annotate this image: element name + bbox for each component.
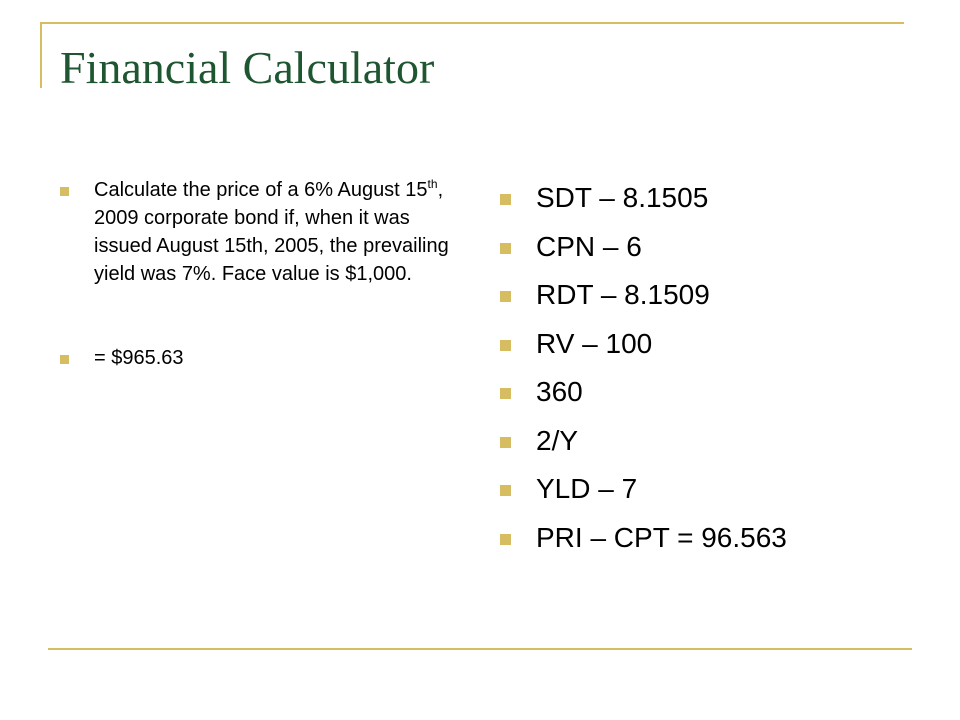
square-bullet-icon <box>500 437 511 448</box>
ordinal-suffix: th <box>427 177 438 191</box>
keystroke-item <box>500 223 920 272</box>
keystroke-text: PRI – CPT = 96.563 <box>536 521 787 553</box>
keystroke-item <box>500 514 920 563</box>
keystroke-list <box>500 174 920 562</box>
keystroke-text: RV – 100 <box>536 327 653 359</box>
keystroke-text: 360 <box>536 376 583 407</box>
square-bullet-icon <box>500 243 511 254</box>
problem-text-end: , 2009 corporate bond if, when it was issued August 15th, 2005, the prevailing yield was 7%. Face value is $1,000. <box>94 179 449 285</box>
square-bullet-icon <box>60 187 69 196</box>
bottom-rule <box>48 648 912 650</box>
keystroke-item <box>500 417 920 466</box>
problem-answer <box>60 344 470 372</box>
problem-statement <box>60 176 470 288</box>
keystroke-item <box>500 465 920 514</box>
keystroke-text: CPN – 6 <box>536 230 642 262</box>
slide-title: Financial Calculator <box>60 42 435 93</box>
top-rule <box>40 22 904 24</box>
keystroke-item <box>500 320 920 369</box>
square-bullet-icon <box>500 485 511 496</box>
keystroke-item <box>500 368 920 417</box>
left-rule <box>40 22 42 88</box>
square-bullet-icon <box>500 194 511 205</box>
keystroke-item <box>500 174 920 223</box>
square-bullet-icon <box>500 340 511 351</box>
square-bullet-icon <box>500 534 511 545</box>
keystroke-text: 2/Y <box>536 424 579 456</box>
square-bullet-icon <box>500 291 511 302</box>
keystroke-text: RDT – 8.1509 <box>536 279 710 310</box>
keystroke-text: SDT – 8.1505 <box>536 182 709 213</box>
square-bullet-icon <box>60 355 69 364</box>
keystroke-item <box>500 271 920 320</box>
problem-list <box>60 176 470 372</box>
square-bullet-icon <box>500 388 511 399</box>
keystroke-text: YLD – 7 <box>536 473 638 504</box>
answer-text: = $965.63 <box>94 347 184 369</box>
problem-text-start: Calculate the price of a 6% August 15 <box>94 179 428 201</box>
